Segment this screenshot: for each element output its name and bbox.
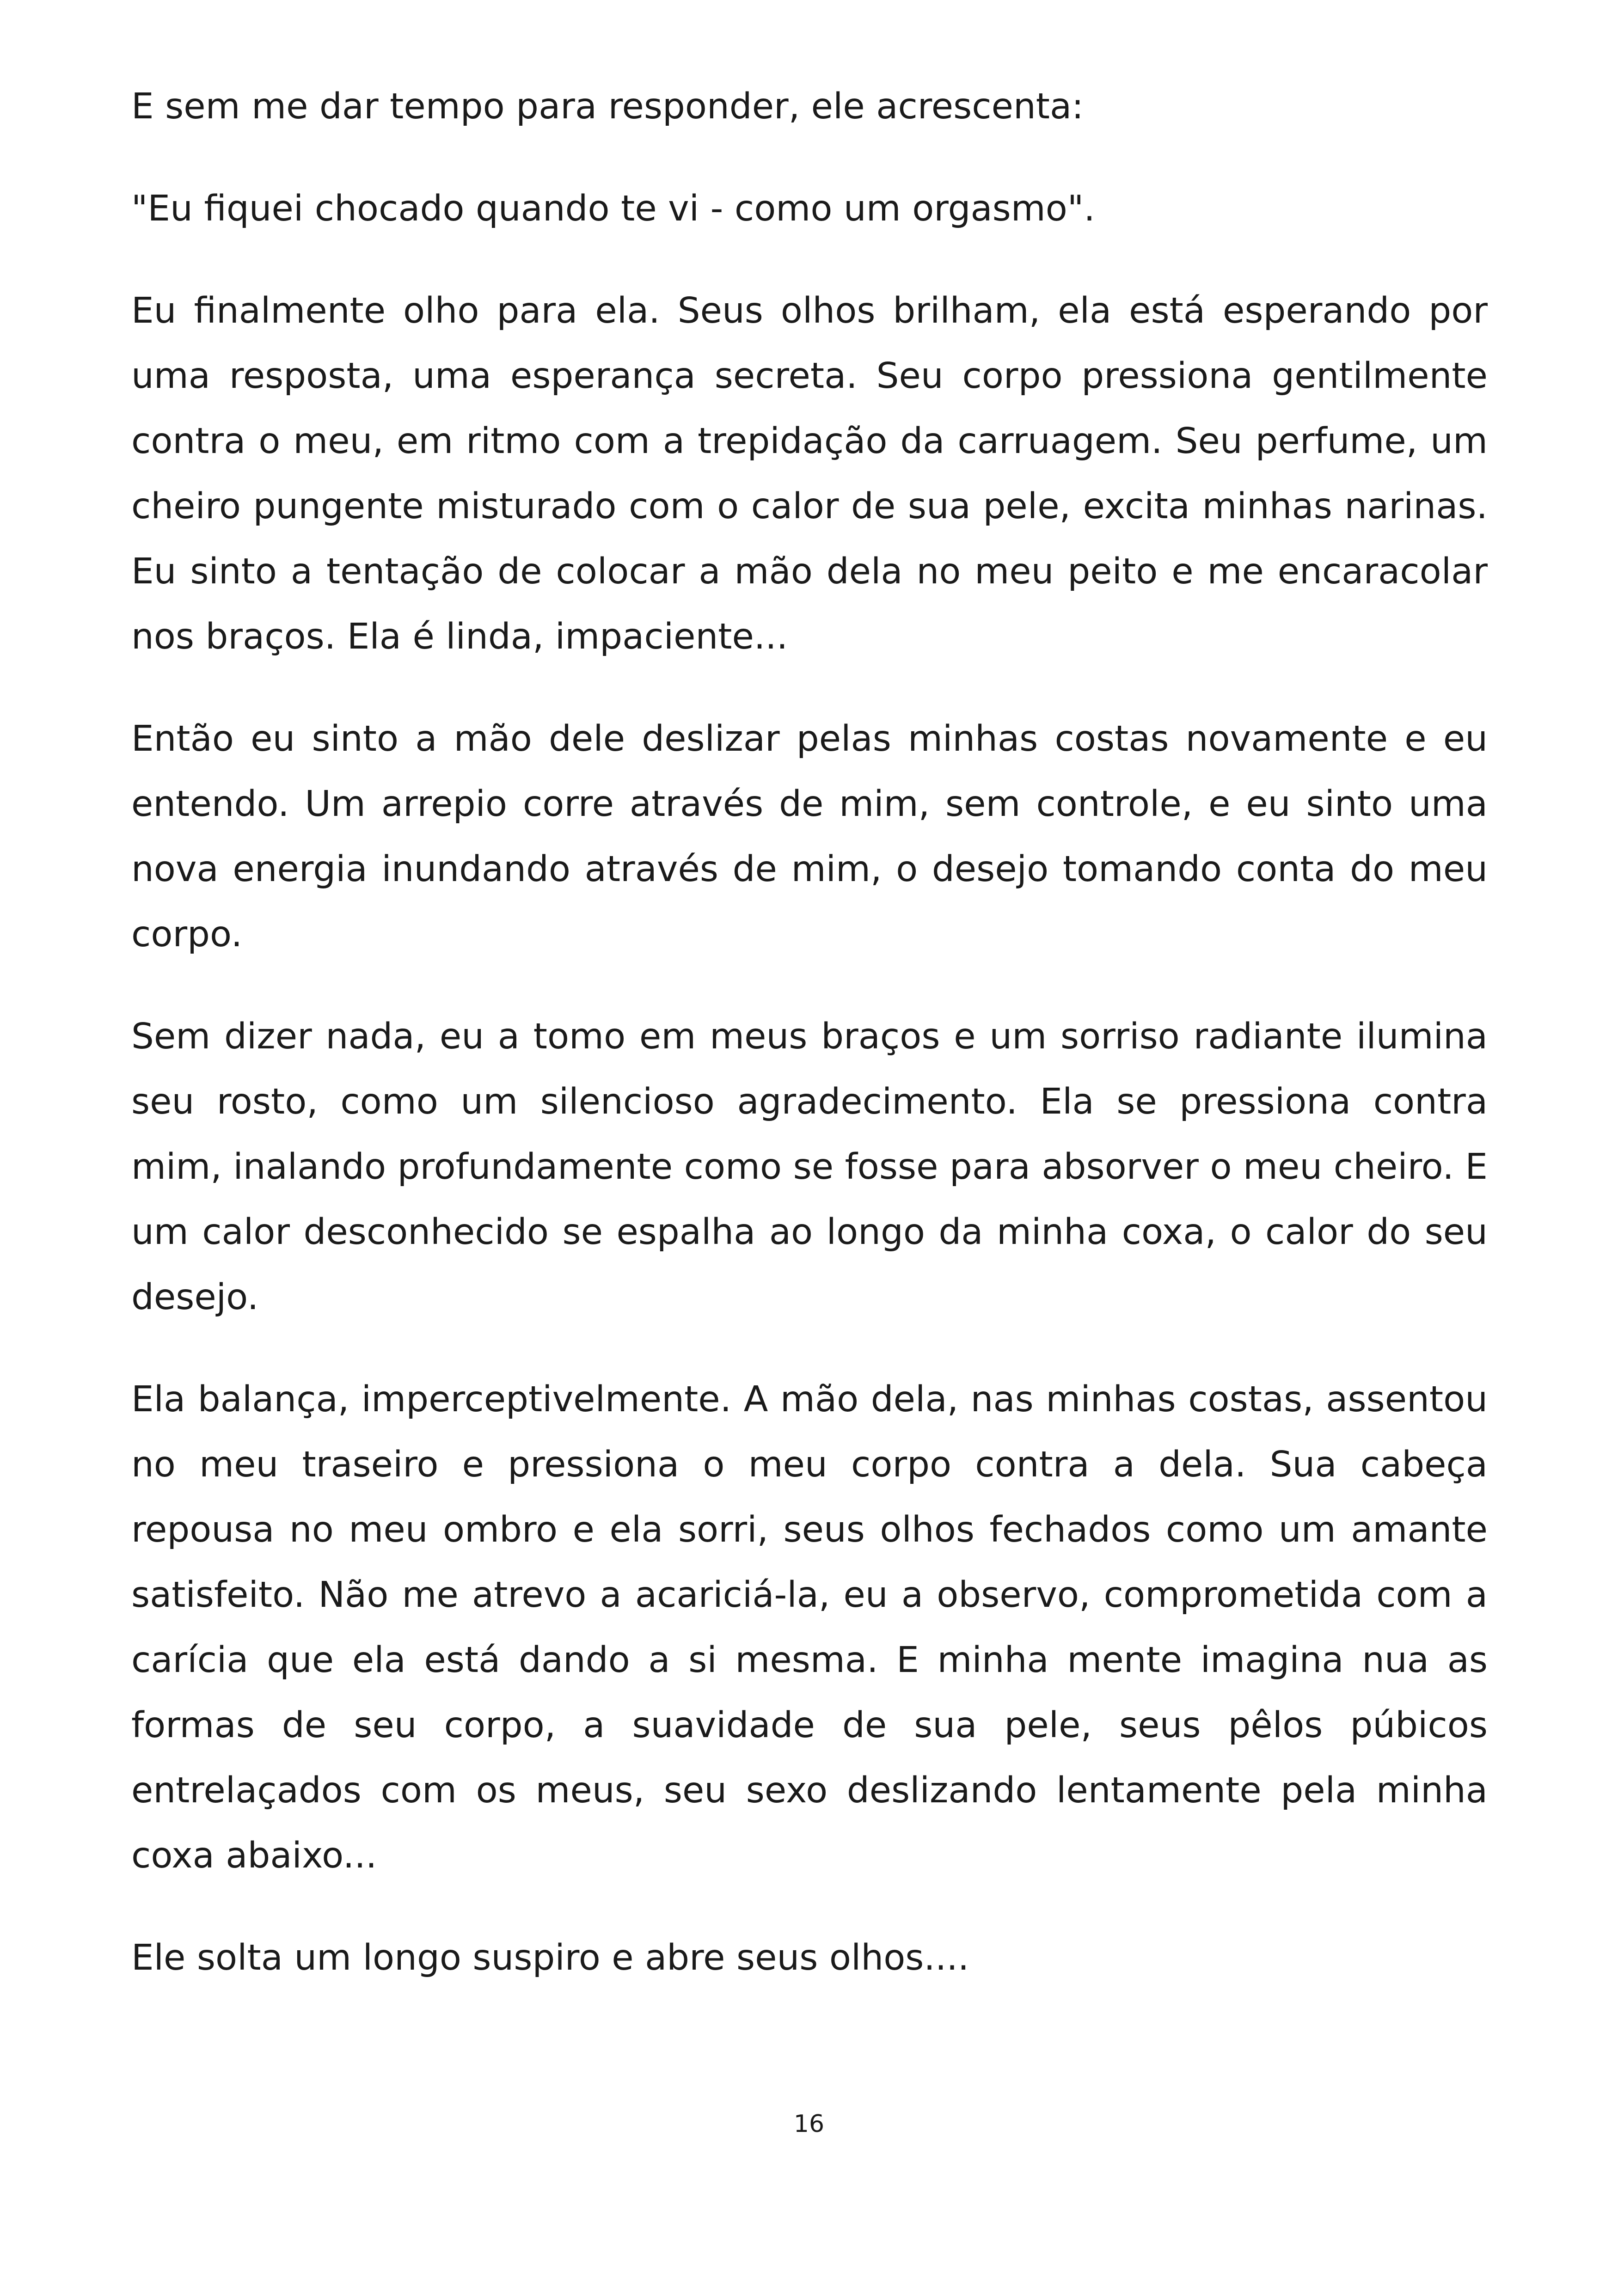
body-text bbox=[131, 74, 1488, 2027]
paragraph: "Eu fiquei chocado quando te vi - como um orgasmo". bbox=[131, 188, 1095, 229]
paragraph: Ela balança, imperceptivelmente. A mão dela, nas minhas costas, assentou no meu traseiro e pressiona o meu corpo contra a dela. Sua cabeça repousa no meu ombro e ela sorri, seus olhos fechados como um amante satisfeito. Não me atrevo a acariciá-la, eu a observo, comprometida com a carícia que ela está dando a si mesma. E minha mente imagina nua as formas de seu corpo, a suavidade de sua pele, seus pêlos púbicos entrelaçados com os meus, seu sexo deslizando lentamente pela minha coxa abaixo... bbox=[131, 1379, 1488, 1876]
page-number: 16 bbox=[793, 2110, 825, 2138]
paragraph: E sem me dar tempo para responder, ele acrescenta: bbox=[131, 86, 1084, 127]
paragraph: Sem dizer nada, eu a tomo em meus braços e um sorriso radiante ilumina seu rosto, como um silencioso agradecimento. Ela se pressiona contra mim, inalando profundamente como se fosse para absorver o meu cheiro. E um calor desconhecido se espalha ao longo da minha coxa, o calor do seu desejo. bbox=[131, 1016, 1488, 1318]
paragraph: Então eu sinto a mão dele deslizar pelas minhas costas novamente e eu entendo. Um arrepio corre através de mim, sem controle, e eu sinto uma nova energia inundando através de mim, o desejo tomando conta do meu corpo. bbox=[131, 718, 1488, 955]
paragraph: Ele solta um longo suspiro e abre seus olhos.... bbox=[131, 1937, 969, 1978]
paragraph: Eu finalmente olho para ela. Seus olhos brilham, ela está esperando por uma resposta, uma esperança secreta. Seu corpo pressiona gentilmente contra o meu, em ritmo com a trepidação da carruagem. Seu perfume, um cheiro pungente misturado com o calor de sua pele, excita minhas narinas. Eu sinto a tentação de colocar a mão dela no meu peito e me encaracolar nos braços. Ela é linda, impaciente... bbox=[131, 290, 1488, 657]
